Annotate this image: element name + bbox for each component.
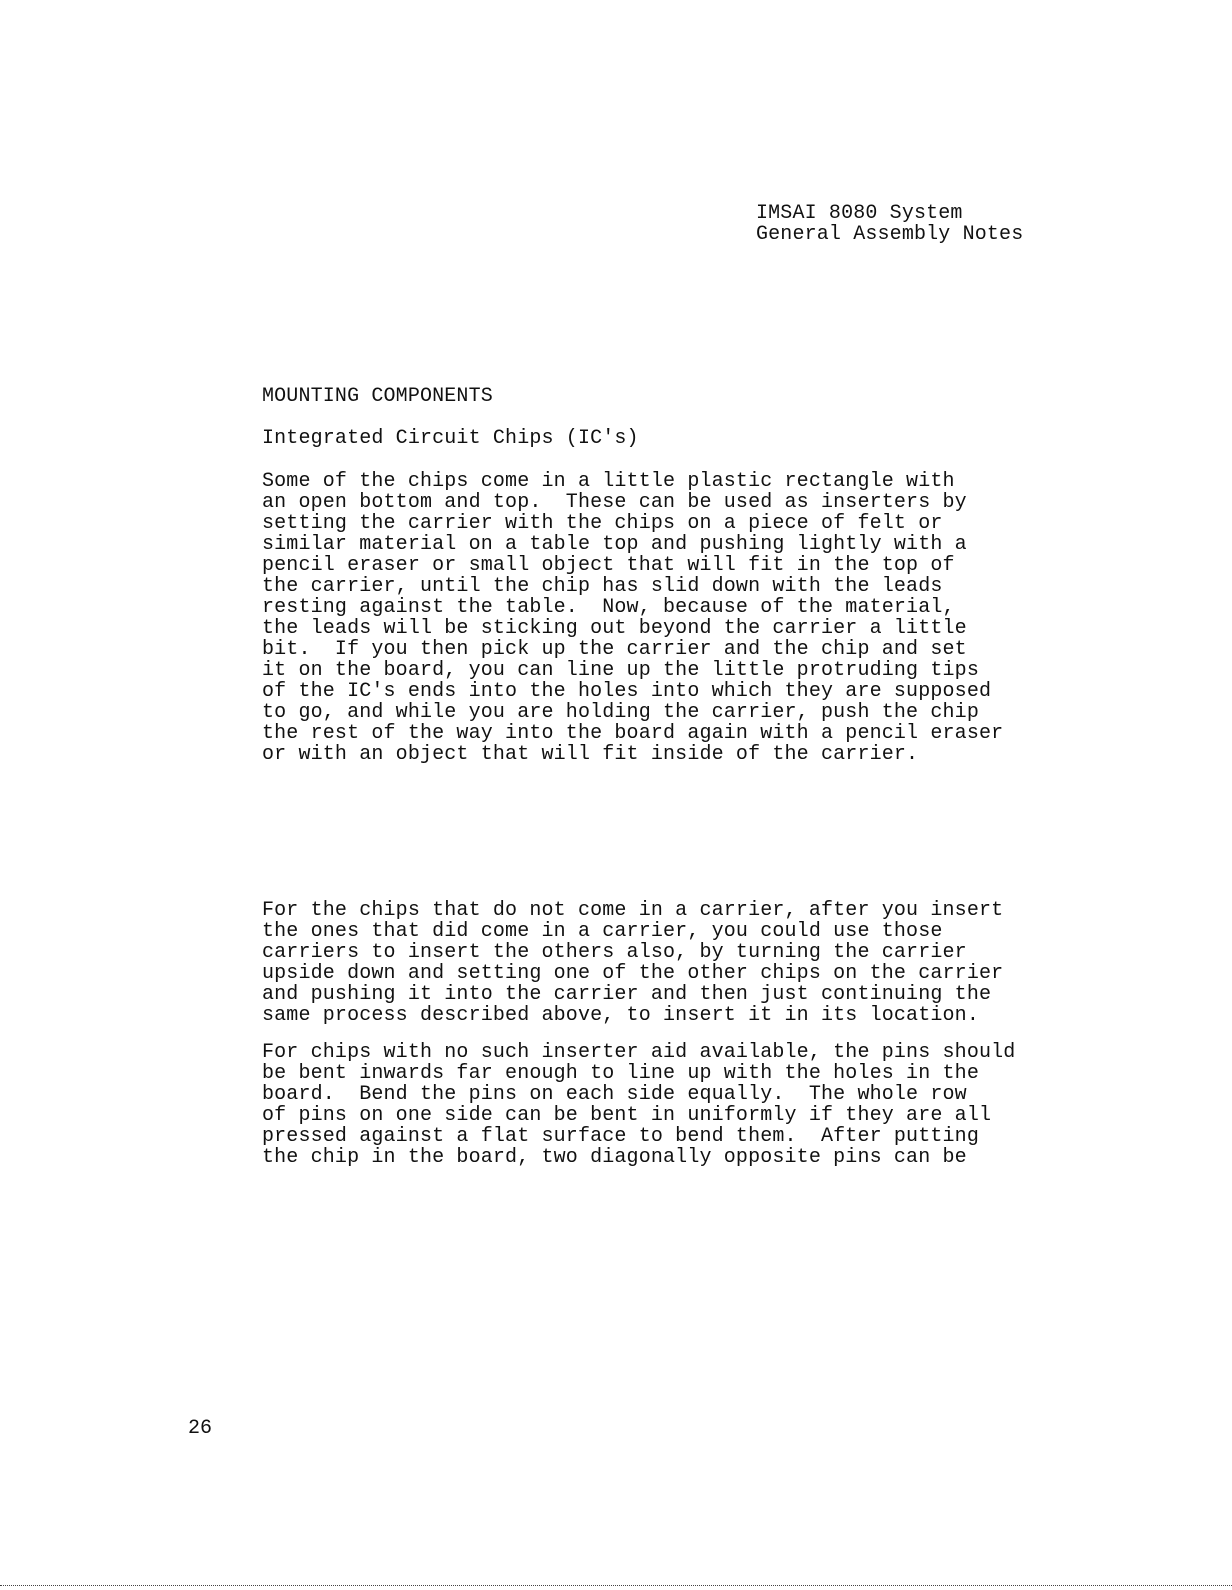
text-line: or with an object that will fit inside of the carrier. bbox=[262, 743, 919, 766]
text-line: an open bottom and top. These can be used as inserters by bbox=[262, 491, 967, 514]
text-line: and pushing it into the carrier and then just continuing the bbox=[262, 983, 992, 1006]
text-line: setting the carrier with the chips on a piece of felt or bbox=[262, 512, 943, 535]
text-line: the rest of the way into the board again with a pencil eraser bbox=[262, 722, 1004, 745]
header-line: General Assembly Notes bbox=[756, 223, 1024, 246]
text-line: it on the board, you can line up the little protruding tips bbox=[262, 659, 979, 682]
text-line: same process described above, to insert it in its location. bbox=[262, 1004, 979, 1027]
text-line: Some of the chips come in a little plastic rectangle with bbox=[262, 470, 955, 493]
subheading: Integrated Circuit Chips (IC's) bbox=[262, 427, 639, 450]
text-line: the leads will be sticking out beyond the carrier a little bbox=[262, 617, 967, 640]
text-line: resting against the table. Now, because of the material, bbox=[262, 596, 955, 619]
text-line: pressed against a flat surface to bend them. After putting bbox=[262, 1125, 979, 1148]
page-header bbox=[756, 203, 1186, 245]
paragraph bbox=[262, 1042, 1062, 1168]
text-line: pencil eraser or small object that will fit in the top of bbox=[262, 554, 955, 577]
page-number: 26 bbox=[188, 1417, 213, 1440]
paragraph bbox=[262, 471, 1062, 765]
text-line: similar material on a table top and pushing lightly with a bbox=[262, 533, 967, 556]
text-line: For chips with no such inserter aid available, the pins should bbox=[262, 1041, 1016, 1064]
section-title: MOUNTING COMPONENTS bbox=[262, 385, 493, 408]
paragraph bbox=[262, 900, 1062, 1026]
text-line: upside down and setting one of the other chips on the carrier bbox=[262, 962, 1004, 985]
text-line: the carrier, until the chip has slid down with the leads bbox=[262, 575, 943, 598]
text-line: of pins on one side can be bent in uniformly if they are all bbox=[262, 1104, 992, 1127]
text-line: to go, and while you are holding the carrier, push the chip bbox=[262, 701, 979, 724]
text-line: bit. If you then pick up the carrier and the chip and set bbox=[262, 638, 967, 661]
header-line: IMSAI 8080 System bbox=[756, 202, 963, 225]
text-line: board. Bend the pins on each side equally. The whole row bbox=[262, 1083, 967, 1106]
text-line: the ones that did come in a carrier, you could use those bbox=[262, 920, 943, 943]
text-line: be bent inwards far enough to line up with the holes in the bbox=[262, 1062, 979, 1085]
scan-edge-divider bbox=[0, 1585, 1232, 1586]
text-line: carriers to insert the others also, by turning the carrier bbox=[262, 941, 967, 964]
text-line: the chip in the board, two diagonally opposite pins can be bbox=[262, 1146, 967, 1169]
text-line: of the IC's ends into the holes into which they are supposed bbox=[262, 680, 992, 703]
text-line: For the chips that do not come in a carrier, after you insert bbox=[262, 899, 1004, 922]
